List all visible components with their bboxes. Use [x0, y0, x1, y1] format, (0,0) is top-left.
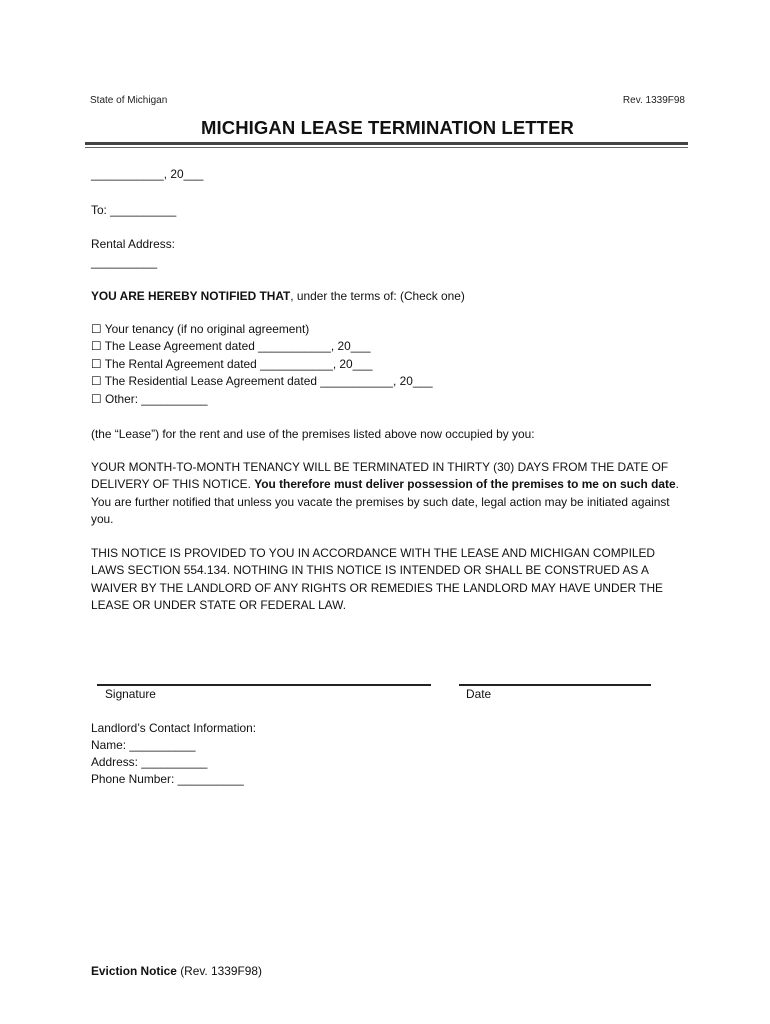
- contact-heading: Landlord’s Contact Information:: [91, 721, 257, 735]
- option-item: ☐ The Residential Lease Agreement dated ___________, 20___: [91, 374, 433, 388]
- lease-sentence: (the “Lease”) for the rent and use of the premises listed above now occupied by you:: [91, 427, 535, 441]
- option-item: ☐ Your tenancy (if no original agreement): [91, 322, 310, 336]
- contact-address: Address: __________: [91, 755, 208, 769]
- title-rule-thick: [85, 142, 688, 145]
- rental-address-label: Rental Address:: [91, 237, 175, 251]
- footer: [91, 964, 262, 978]
- date-label: Date: [466, 687, 492, 701]
- rental-address-blank: __________: [91, 255, 158, 269]
- date-signature-line: [459, 684, 651, 686]
- option-item: ☐ The Rental Agreement dated ___________, 20___: [91, 357, 373, 371]
- title-rule-thin: [85, 147, 688, 148]
- date-line: ___________, 20___: [91, 167, 204, 181]
- option-item: ☐ Other: __________: [91, 392, 208, 406]
- to-line: To: __________: [91, 203, 177, 217]
- option-item: ☐ The Lease Agreement dated ___________, 20___: [91, 339, 371, 353]
- state-label: State of Michigan: [90, 95, 168, 106]
- notified-rest: , under the terms of: (Check one): [290, 289, 465, 303]
- signature-line: [97, 684, 431, 686]
- revision-label: Rev. 1339F98: [622, 95, 685, 106]
- legal-notice-paragraph: THIS NOTICE IS PROVIDED TO YOU IN ACCORDANCE WITH THE LEASE AND MICHIGAN COMPILED LAWS SECTION 554.134. NOTHING IN THIS NOTICE IS INTENDED OR SHALL BE CONSTRUED AS A WAIVER BY THE LANDLORD OF ANY RIGHTS OR REMEDIES THE LANDLORD MAY HAVE UNDER THE LEASE OR UNDER STATE OR FEDERAL LAW.: [91, 546, 663, 612]
- signature-label: Signature: [105, 687, 156, 701]
- notified-line: [91, 288, 465, 305]
- contact-name: Name: __________: [91, 738, 196, 752]
- footer-bold: Eviction Notice: [91, 964, 177, 978]
- termination-text-2: . You are further notified that unless you vacate the premises by such date, legal action may be initiated against you.: [91, 477, 679, 526]
- termination-paragraph: [91, 459, 681, 528]
- notified-bold: YOU ARE HEREBY NOTIFIED THAT: [91, 289, 291, 303]
- contact-phone: Phone Number: __________: [91, 772, 244, 786]
- document-title: MICHIGAN LEASE TERMINATION LETTER: [201, 117, 574, 138]
- termination-bold: You therefore must deliver possession of the premises to me on such date: [254, 477, 676, 492]
- termination-text-1: YOUR MONTH-TO-MONTH TENANCY WILL BE TERMINATED IN THIRTY (30) DAYS FROM THE DATE OF DELIVERY OF THIS NOTICE.: [91, 460, 669, 492]
- footer-rest: (Rev. 1339F98): [176, 964, 262, 978]
